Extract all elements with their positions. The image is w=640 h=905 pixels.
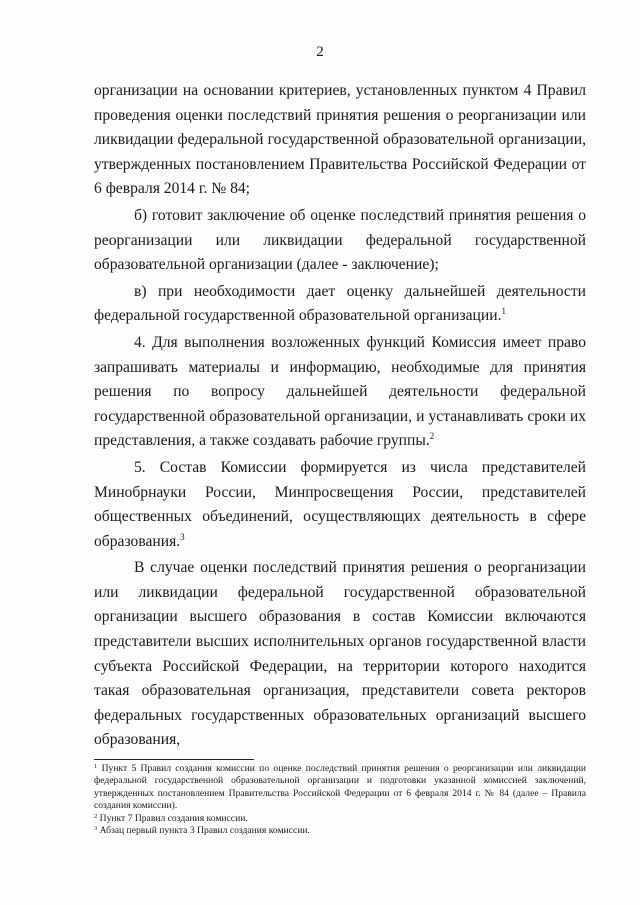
footnote-marker: 1 (94, 763, 98, 770)
footnotes (94, 763, 586, 837)
paragraph-text: организации на основании критериев, установленных пунктом 4 Правил проведения оценки последствий принятия решения о реорганизации или ликвидации федеральной государственной образовательной организации, утвержденных постановлением Правительства Российской Федерации от 6 февраля 2014 г. № 84; (94, 82, 586, 198)
footnote-3 (94, 825, 586, 837)
footnote-marker: 2 (94, 812, 98, 820)
paragraph-clause-4 (94, 331, 586, 454)
footnote-ref[interactable]: 2 (429, 431, 435, 442)
page-number: 2 (316, 44, 324, 60)
paragraph-higher-education (94, 556, 586, 753)
paragraph-text: в) при необходимости дает оценку дальнейшей деятельности федеральной государственной образовательной организации. (94, 282, 586, 325)
paragraph-text: 4. Для выполнения возложенных функций Комиссия имеет право запрашивать материалы и информацию, необходимые для принятия решения по вопросу дальнейшей деятельности федеральной государственной образовательной организации, и устанавливать сроки их представления, а также создавать рабочие группы. (94, 333, 586, 450)
footnote-2 (94, 813, 586, 825)
paragraph-clause-5 (94, 456, 586, 554)
footnote-1 (94, 763, 586, 813)
paragraph-text: 5. Состав Комиссии формируется из числа представителей Минобрнауки России, Минпросвещения России, представителей общественных объединений, осуществляющих деятельность в сфере образования. (94, 458, 586, 550)
paragraph-text: В случае оценки последствий принятия решения о реорганизации или ликвидации федеральной государственной образовательной организации высшего образования в состав Комиссии включаются представители высших исполнительных органов государственной власти субъекта Российской Федерации, на территории которого находится такая образовательная организация, представители совета ректоров федеральных государственных образовательных организаций высшего образования, (94, 559, 586, 749)
paragraph-item-b (94, 204, 586, 278)
footnote-separator (94, 759, 254, 760)
footnote-ref[interactable]: 1 (501, 306, 506, 317)
paragraph-item-v (94, 280, 586, 329)
footnote-text: Пункт 5 Правил создания комиссии по оценке последствий принятия решения о реорганизации или ликвидации федеральной государственной образовательной организации и подготовки указанной комиссией заключений, утвержденных постановлением Правительства Российской Федерации от 6 февраля 2014 г. № 84 (далее – Правила создания комиссии). (94, 763, 586, 812)
footnote-text: Пункт 7 Правил создания комиссии. (99, 812, 248, 824)
footnote-marker: 3 (94, 825, 98, 833)
footnote-ref[interactable]: 3 (180, 531, 185, 542)
paragraph-text: б) готовит заключение об оценке последствий принятия решения о реорганизации или ликвидации федеральной государственной образовательной организации (далее - заключение); (94, 206, 586, 274)
footnote-text: Абзац первый пункта 3 Правил создания комиссии. (99, 825, 310, 837)
document-body (94, 79, 586, 755)
paragraph-continuation (94, 79, 586, 202)
